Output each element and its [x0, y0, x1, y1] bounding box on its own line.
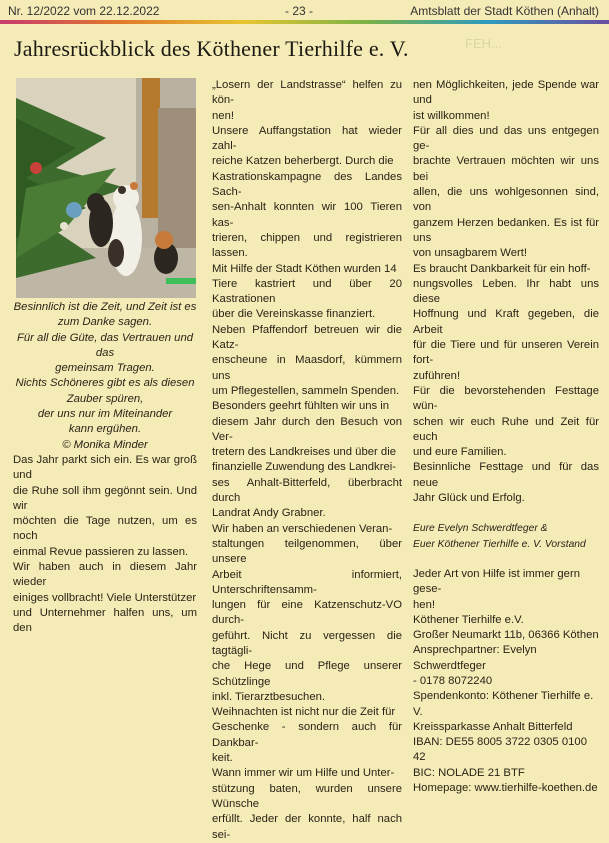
- text-line: die Ruhe soll ihm gegönnt sein. Und wir: [13, 484, 197, 512]
- cats-christmas-photo: [16, 78, 196, 298]
- text-line: Unsere Auffangstation hat wieder zahl-: [212, 124, 402, 153]
- text-line: Wir haben an verschiedenen Veran-: [212, 522, 393, 535]
- text-line: Geschenke - sondern auch für Dankbar-: [212, 721, 402, 749]
- text-line: Arbeit informiert, Unterschriftensamm-: [212, 568, 402, 596]
- contact-block: [413, 567, 599, 796]
- ghost-text: FEH...: [465, 36, 502, 51]
- page-header: [0, 0, 609, 22]
- contact-line: IBAN: DE55 8005 3722 0305 0100 42: [413, 736, 587, 764]
- text-line: inkl. Tierarztbesuchen.: [212, 690, 326, 703]
- column-left: [13, 300, 197, 637]
- poem-line: Für all die Güte, das Vertrauen und das: [16, 331, 194, 359]
- text-line: nen!: [212, 109, 234, 122]
- column-middle: [212, 78, 402, 843]
- text-line: einmal Revue passieren zu lassen.: [13, 545, 189, 558]
- text-line: von unsagbarem Wert!: [413, 247, 528, 260]
- text-line: nen Möglichkeiten, jede Spende war und: [413, 79, 599, 107]
- contact-line: Köthener Tierhilfe e.V.: [413, 613, 524, 626]
- text-line: zuführen!: [413, 369, 461, 382]
- poem-line: gemeinsam Tragen.: [55, 362, 155, 375]
- text-line: erfüllt. Jeder der konnte, half nach sei-: [212, 813, 402, 841]
- poem-author: © Monika Minder: [62, 438, 148, 451]
- contact-line: Jeder Art von Hilfe ist immer gern gese-: [413, 567, 580, 596]
- text-line: einiges vollbracht! Viele Unterstützer: [13, 591, 197, 604]
- text-line: Mit Hilfe der Stadt Köthen wurden 14: [212, 262, 397, 275]
- homepage-link[interactable]: Homepage: www.tierhilfe-koethen.de: [413, 782, 598, 795]
- text-line: che Hege und Pflege unserer Schützlinge: [212, 660, 402, 688]
- poem-line: Besinnlich ist die Zeit, und Zeit ist es: [13, 301, 197, 313]
- contact-line: Kreissparkasse Anhalt Bitterfeld: [413, 720, 573, 733]
- column-right: [413, 78, 599, 796]
- text-line: Für all dies und das uns entgegen ge-: [413, 124, 599, 153]
- text-line: trieren, chippen und registrieren lassen.: [212, 231, 402, 260]
- text-line: sen-Anhalt konnten wir 100 Tieren kas-: [212, 201, 402, 229]
- text-line: Es braucht Dankbarkeit für ein hoff-: [413, 262, 591, 275]
- text-line: allen, die uns wohlgesonnen sind, von: [413, 186, 599, 214]
- text-line: Für die bevorstehenden Festtage wün-: [413, 384, 599, 413]
- text-line: lungen für eine Katzenschutz-VO durch-: [212, 599, 402, 627]
- text-line: finanzielle Zuwendung des Landkrei-: [212, 461, 397, 474]
- signature-line: Eure Evelyn Schwerdtfeger &: [413, 523, 548, 535]
- contact-line: BIC: NOLADE 21 BTF: [413, 766, 525, 779]
- text-line: schen wir euch Ruhe und Zeit für euch: [413, 415, 599, 443]
- text-line: Wir haben auch in diesem Jahr wieder: [13, 561, 197, 589]
- text-line: geführt. Nicht zu vergessen die tagtägli-: [212, 629, 402, 657]
- text-line: brachte Vertrauen möchten wir uns bei: [413, 155, 599, 183]
- text-line: „Losern der Landstrasse“ helfen zu kön-: [212, 79, 402, 107]
- text-line: Weihnachten ist nicht nur die Zeit für: [212, 706, 396, 719]
- text-line: möchten die Tage nutzen, um es noch: [13, 515, 197, 543]
- text-line: ses Anhalt-Bitterfeld, überbracht durch: [212, 476, 402, 505]
- text-line: Wann immer wir um Hilfe und Unter-: [212, 767, 395, 780]
- text-line: Neben Pfaffendorf betreuen wir die Katz-: [212, 323, 402, 352]
- text-line: ist willkommen!: [413, 109, 490, 122]
- poem: [13, 300, 197, 453]
- poem-line: zum Danke sagen.: [57, 316, 153, 329]
- text-line: reiche Katzen beherbergt. Durch die: [212, 155, 394, 168]
- text-line: Hoffnung und Kraft gegeben, die Arbeit: [413, 308, 599, 336]
- text-line: Besinnliche Festtage und für das neue: [413, 461, 599, 489]
- text-line: und eure Familien.: [413, 446, 507, 459]
- text-line: ganzem Herzen bedanken. Es ist für uns: [413, 216, 599, 244]
- text-line: Tiere kastriert und über 20 Kastrationen: [212, 277, 402, 306]
- publication-name: Amtsblatt der Stadt Köthen (Anhalt): [410, 4, 599, 18]
- text-line: über die Vereinskasse finanziert.: [212, 308, 376, 321]
- text-line: nungsvolles Leben. Ihr habt uns diese: [413, 277, 599, 306]
- contact-line: - 0178 8072240: [413, 674, 493, 687]
- contact-line: Großer Neumarkt 11b, 06366 Köthen: [413, 629, 599, 642]
- text-line: enscheune in Maasdorf, kümmern uns: [212, 354, 402, 382]
- poem-line: der uns nur im Miteinander: [37, 408, 173, 421]
- signature-line: Euer Köthener Tierhilfe e. V. Vorstand: [413, 538, 586, 550]
- text-line: für die Tiere und für unseren Verein fort-: [413, 339, 599, 367]
- page-number: - 23 -: [285, 4, 314, 18]
- contact-line: Spendenkonto: Köthener Tierhilfe e. V.: [413, 690, 594, 718]
- poem-line: kann ergühen.: [68, 423, 142, 436]
- text-line: staltungen teilgenommen, über unsere: [212, 537, 402, 566]
- text-line: Jahr Glück und Erfolg.: [413, 492, 525, 505]
- text-line: diesem Jahr durch den Besuch von Ver-: [212, 415, 402, 443]
- text-line: Landrat Andy Grabner.: [212, 507, 326, 520]
- poem-line: Nichts Schöneres gibt es als diesen: [15, 377, 195, 390]
- text-line: keit.: [212, 752, 233, 765]
- color-stripe: [0, 20, 609, 24]
- text-line: und Unternehmer halfen uns, um den: [13, 606, 197, 635]
- article-title: Jahresrückblick des Köthener Tierhilfe e. V.: [14, 36, 409, 61]
- issue-label: Nr. 12/2022 vom 22.12.2022: [8, 4, 160, 18]
- text-line: um Pflegestellen, sammeln Spenden.: [212, 384, 400, 397]
- text-line: Besonders geehrt fühlten wir uns in: [212, 400, 390, 413]
- contact-line: hen!: [413, 598, 435, 611]
- text-line: tretern des Landkreises und über die: [212, 446, 397, 459]
- poem-line: Zauber spüren,: [66, 392, 144, 405]
- text-line: Kastrationskampagne des Landes Sach-: [212, 170, 402, 199]
- contact-line: Ansprechpartner: Evelyn Schwerdtfeger: [413, 644, 537, 672]
- text-line: stützung baten, wurden unsere Wünsche: [212, 782, 402, 810]
- text-line: Das Jahr parkt sich ein. Es war groß und: [13, 453, 197, 482]
